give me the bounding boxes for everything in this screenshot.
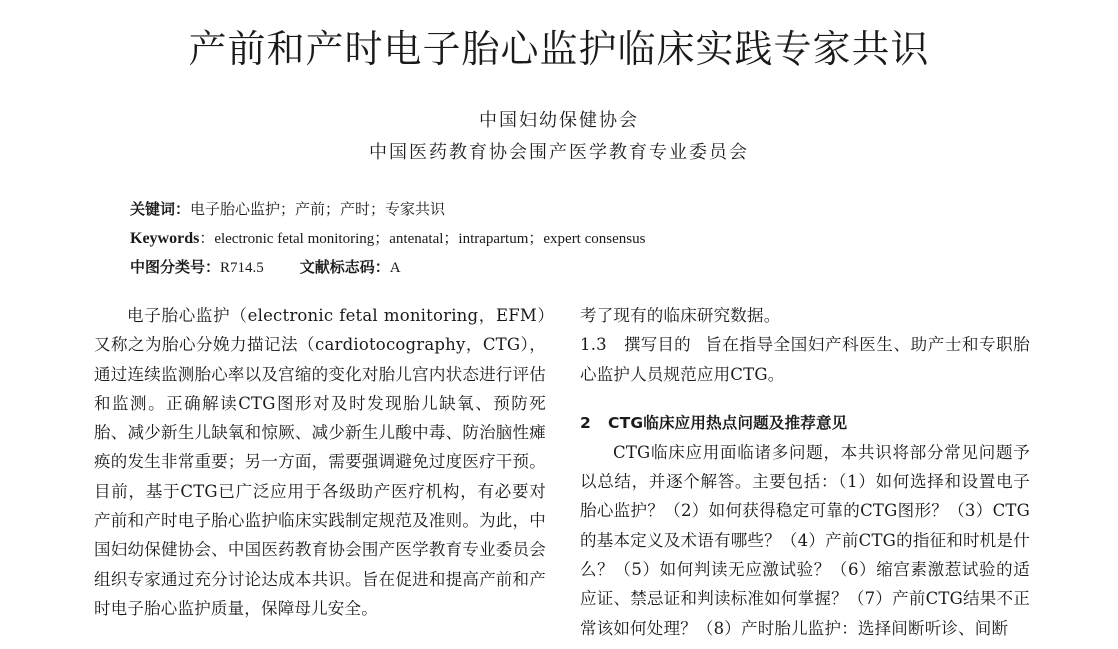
keywords-en-label: Keywords: [130, 230, 200, 247]
subsection-1-3: [580, 330, 1030, 389]
classification-line: [130, 256, 401, 277]
section-2-paragraph: CTG临床应用面临诸多问题，本共识将部分常见问题予以总结，并逐个解答。主要包括：（1）如何选择和设置电子胎心监护？（2）如何获得稳定可靠的CTG图形？（3）CTG的基本定义及术语有哪些？（4）产前CTG的指征和时机是什么？（5）如何判读无应激试验？（6）缩宫素激惹试验的适应证、禁忌证和判读标准如何掌握？（7）产前CTG结果不正常该如何处理？（8）产时胎儿监护：选择间断听诊、间断: [580, 442, 1030, 638]
section-title: CTG临床应用热点问题及推荐意见: [608, 413, 848, 432]
subsection-label: 撰写目的: [624, 335, 691, 355]
left-column: [94, 301, 546, 623]
right-column: [580, 301, 1030, 643]
classification-value: R714.5: [220, 260, 264, 276]
intro-paragraph: 电子胎心监护（electronic fetal monitoring，EFM）又称之为胎心分娩力描记法（cardiotocography，CTG），通过连续监测胎心率以及宫缩的变化对胎儿宫内状态进行评估和监测。正确解读CTG图形对及时发现胎儿缺氧、预防死胎、减少新生儿缺氧和惊厥、减少新生儿酸中毒、防治脑性瘫痪的发生非常重要；另一方面，需要强调避免过度医疗干预。目前，基于CTG已广泛应用于各级助产医疗机构，有必要对产前和产时电子胎心监护临床实践制定规范及准则。为此，中国妇幼保健协会、中国医药教育协会围产医学教育专业委员会组织专家通过充分讨论达成本共识。旨在促进和提高产前和产时电子胎心监护质量，保障母儿安全。: [94, 306, 546, 618]
keywords-cn: [130, 198, 445, 219]
document-code-label: 文献标志码：: [299, 258, 390, 276]
document-code-value: A: [389, 260, 401, 276]
section-2-heading: [580, 409, 1030, 438]
keywords-en-value: ：electronic fetal monitoring；antenatal；intrapartum；expert consensus: [199, 231, 646, 247]
section-number: 2: [580, 413, 591, 432]
continuation-text: 考了现有的临床研究数据。: [580, 306, 781, 325]
keywords-cn-label: 关键词：: [130, 200, 191, 218]
organization-2: 中国医药教育协会围产医学教育专业委员会: [369, 142, 749, 163]
subsection-text: 旨在指导全国妇产科医生、助产士和专职胎心监护人员规范应用CTG。: [580, 335, 1030, 384]
organization-1: 中国妇幼保健协会: [479, 110, 639, 131]
keywords-en: [130, 227, 645, 248]
subsection-number: 1.3: [580, 335, 607, 355]
paper-title: 产前和产时电子胎心监护临床实践专家共识: [188, 27, 930, 71]
classification-label: 中图分类号：: [130, 258, 221, 276]
keywords-cn-value: 电子胎心监护；产前；产时；专家共识: [190, 200, 446, 218]
